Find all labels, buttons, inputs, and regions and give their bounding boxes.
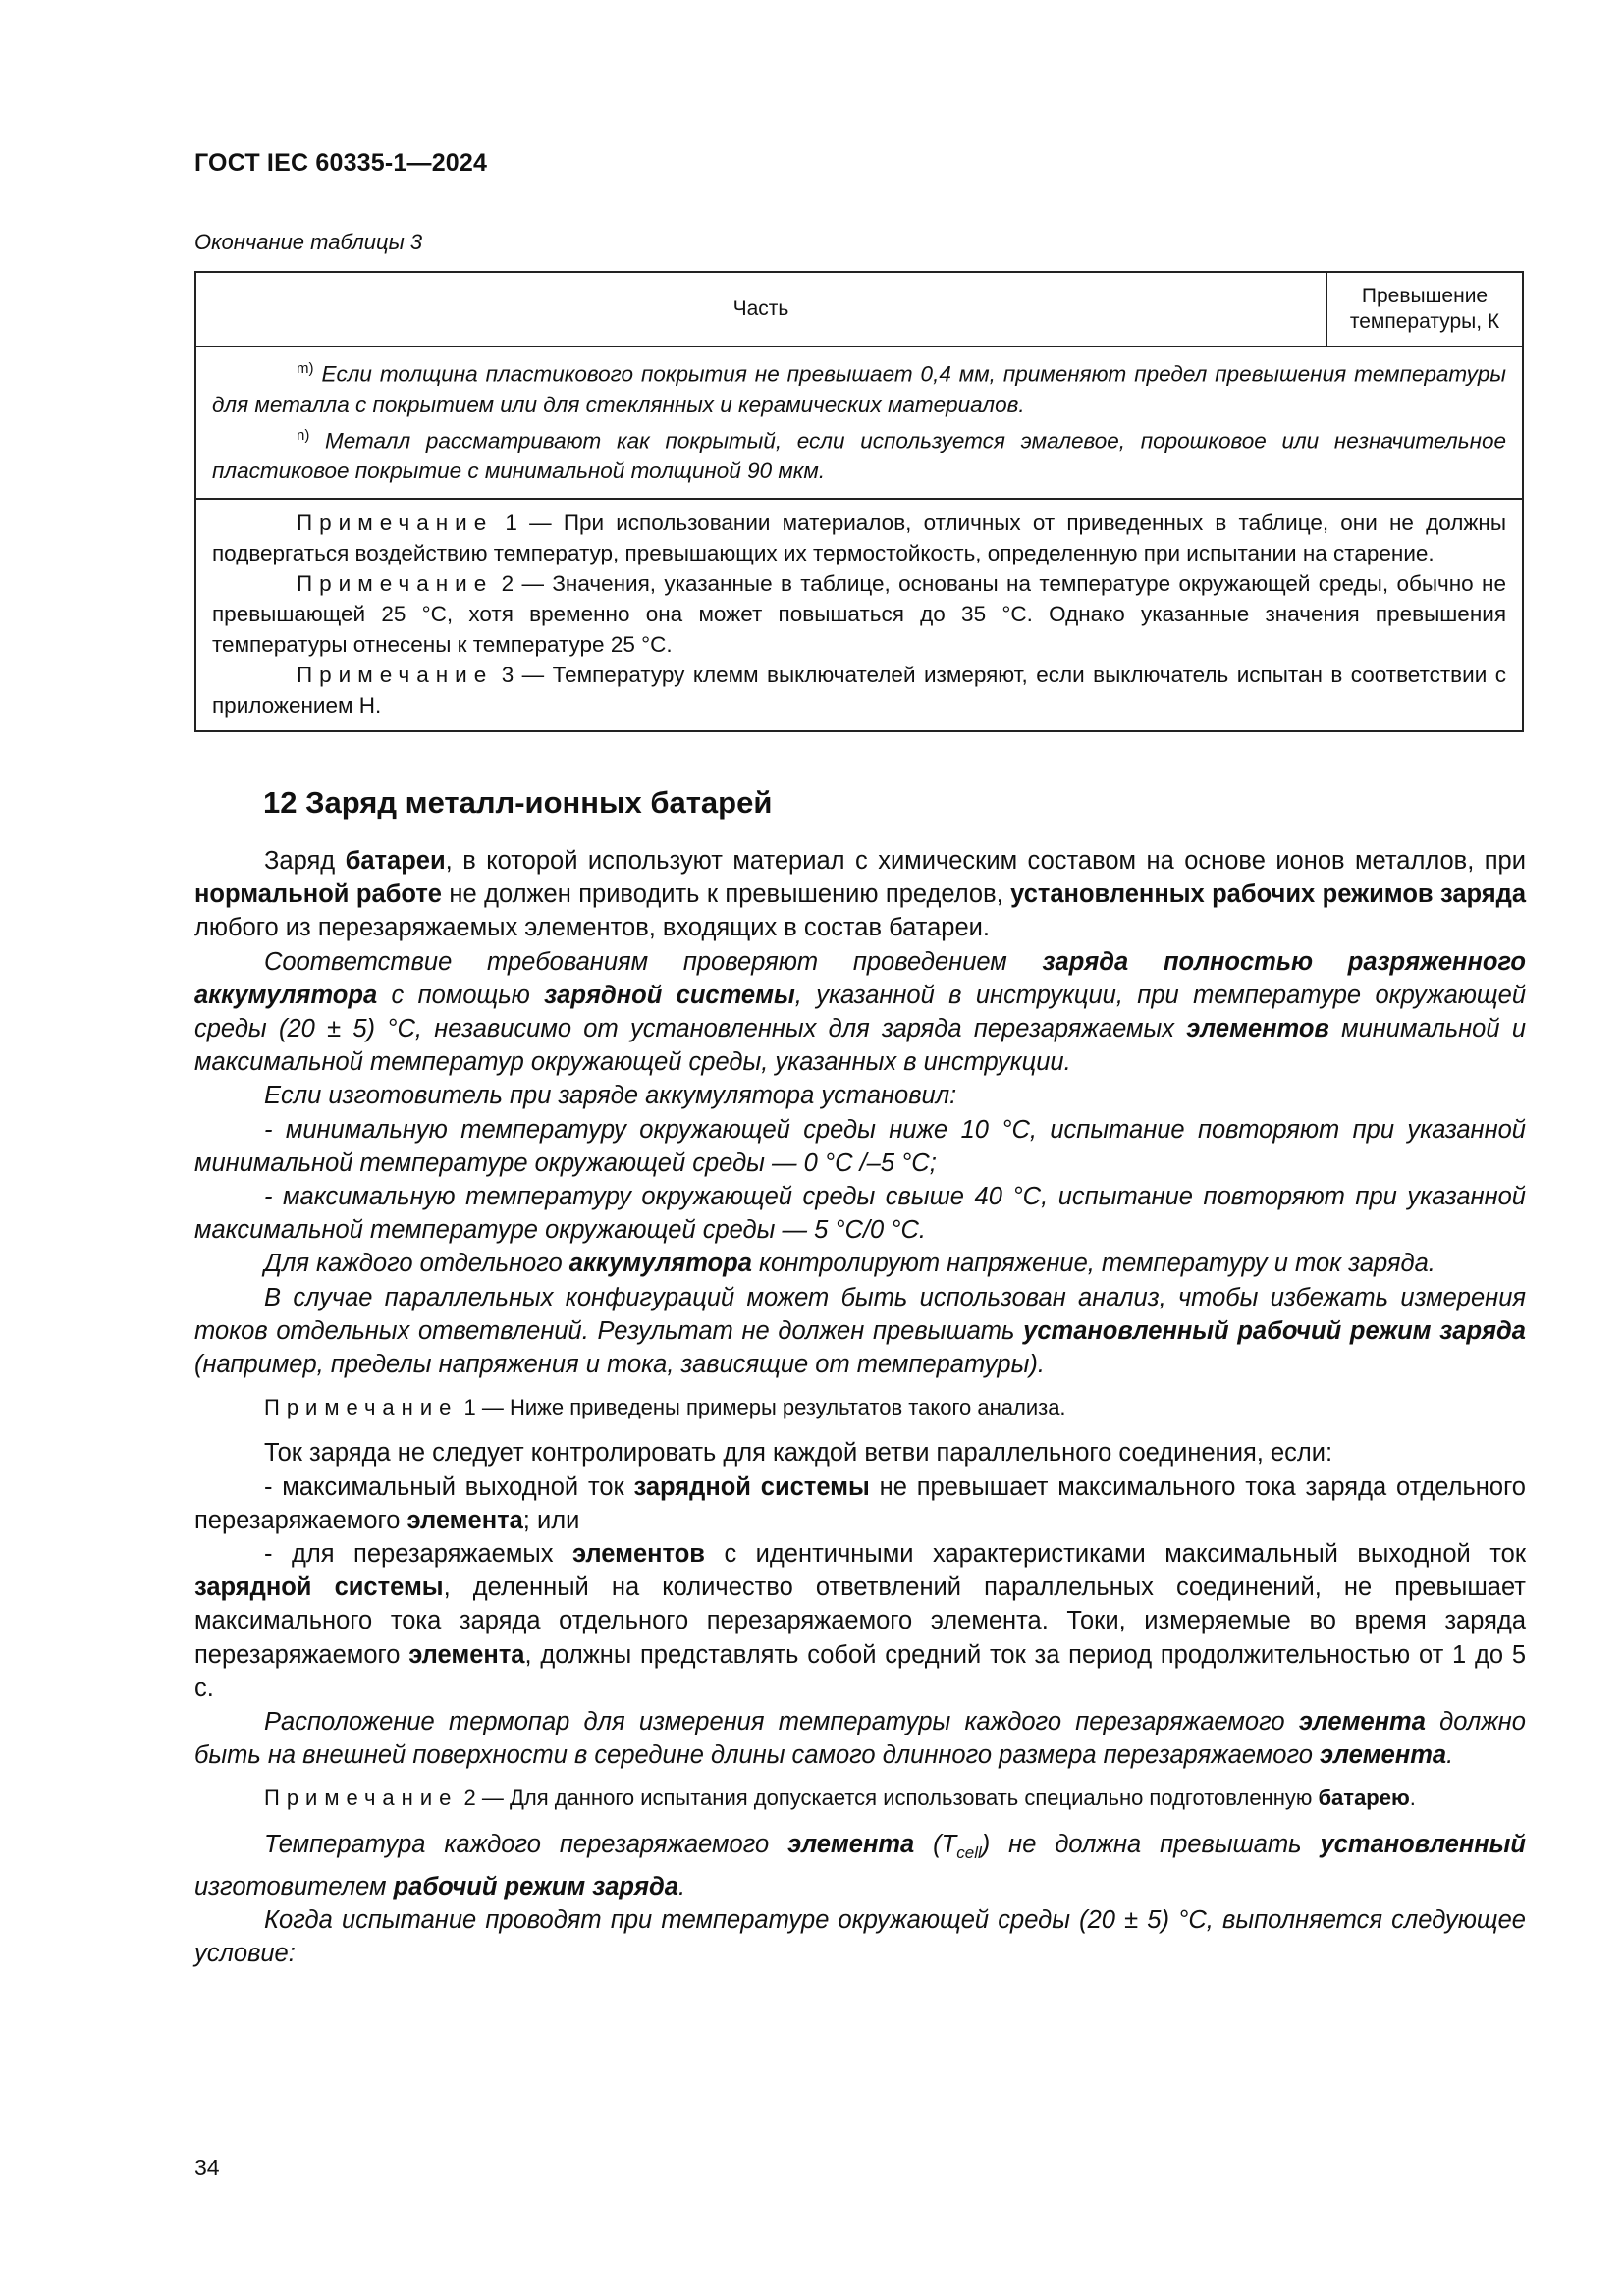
text-run: (например, пределы напряжения и тока, зависящие от температуры).: [194, 1351, 1045, 1379]
text-run: должно быть на внешней поверхности в середине длины самого длинного размера перезаряжаемого: [194, 1708, 1526, 1770]
text-run: ) не должна превышать: [981, 1830, 1321, 1858]
text-run: , деленный на количество ответвлений параллельных соединений, не превышает максимального тока заряда отдельного перезаряжаемого элемента. Токи, измеряемые во время заряда перезаряжаемого: [194, 1574, 1526, 1669]
table-footnotes-row: [195, 347, 1523, 499]
text-run: (T: [914, 1830, 957, 1858]
text-run: не превышает максимального тока заряда отдельного перезаряжаемого: [194, 1472, 1526, 1534]
term: батарею: [1318, 1786, 1410, 1811]
table-header-row: [195, 272, 1523, 347]
paragraph: Если изготовитель при заряде аккумулятора установил:: [264, 1082, 957, 1110]
section-body: [194, 844, 1526, 1971]
note-text: Значения, указанные в таблице, основаны на температуре окружающей среды, обычно не превышающей 25 °С, хотя временно она может повышаться до 35 °С. Однако указанные значения превышения температуры отнесены к температуре 25 °С.: [212, 571, 1506, 657]
paragraph: [194, 1705, 1526, 1772]
column-header-part: Часть: [195, 272, 1326, 347]
table-note-3: [212, 660, 1506, 721]
column-header-temperature-line2: температуры, К: [1349, 310, 1500, 333]
list-item: - минимальную температуру окружающей среды ниже 10 °С, испытание повторяют при указанной минимальной температуре окружающей среды — 0 °С /–5 °С;: [194, 1115, 1526, 1177]
term: элемента: [1320, 1741, 1447, 1770]
note-text: Для данного испытания допускается использовать специально подготовленную: [509, 1786, 1319, 1811]
text-run: Температура каждого перезаряжаемого: [264, 1830, 788, 1858]
term: установленных рабочих режимов заряда: [1010, 881, 1526, 909]
term: элементов: [1186, 1015, 1329, 1043]
text-run: , указанной в инструкции, при температуре окружающей среды (20 ± 5) °С, независимо от установленных для заряда перезаряжаемых: [194, 981, 1526, 1043]
note-word: Примечание: [264, 1786, 459, 1811]
note-text: Ниже приведены примеры результатов такого анализа.: [509, 1395, 1066, 1420]
note-word: Примечание: [297, 571, 494, 596]
paragraph: Ток заряда не следует контролировать для каждой ветви параллельного соединения, если:: [264, 1439, 1333, 1468]
text-run: Расположение термопар для измерения температуры каждого перезаряжаемого: [264, 1708, 1299, 1736]
paragraph: [194, 1281, 1526, 1382]
text-run: - максимальный выходной ток: [264, 1472, 634, 1501]
text-run: .: [1409, 1786, 1416, 1811]
text-run: минимальной и максимальной температур окружающей среды, указанных в инструкции.: [194, 1015, 1526, 1077]
table-caption: Окончание таблицы 3: [194, 230, 423, 254]
term: аккумулятора: [568, 1250, 752, 1278]
note-label: 2 —: [463, 1786, 504, 1811]
note-text: При использовании материалов, отличных от приведенных в таблице, они не должны подвергаться воздействию температур, превышающих их термостойкость, определенную при испытании на старение.: [212, 510, 1506, 565]
footnote-m-text: Если толщина пластикового покрытия не превышает 0,4 мм, применяют предел превышения температуры для металла с покрытием или для стеклянных и керамических материалов.: [212, 361, 1506, 417]
table-notes-row: [195, 499, 1523, 731]
column-header-temperature: [1326, 272, 1523, 347]
paragraph: [194, 844, 1526, 945]
paragraph: [194, 1247, 1526, 1280]
text-run: любого из перезаряжаемых элементов, входящих в состав батареи.: [194, 914, 990, 942]
paragraph: [194, 1828, 1526, 1904]
term: заряда полностью разряженного аккумулятора: [194, 947, 1526, 1009]
table-note-2: [212, 568, 1506, 660]
subscript: cell: [956, 1842, 982, 1862]
text-run: с идентичными характеристиками максимальный выходной ток: [704, 1540, 1526, 1569]
term: зарядной системы: [544, 981, 795, 1009]
table-footnotes: [195, 347, 1523, 499]
text-run: , в которой используют материал с химическим составом на основе ионов металлов, при: [445, 847, 1526, 875]
note-1: [194, 1391, 1526, 1424]
term: рабочий режим заряда: [393, 1872, 678, 1900]
term: элемента: [406, 1506, 523, 1534]
text-run: Для каждого отдельного: [264, 1250, 569, 1278]
note-label: 1 —: [463, 1395, 504, 1420]
text-run: не должен приводить к превышению пределов,: [442, 881, 1011, 909]
footnote-m: [212, 353, 1506, 420]
term: элемента: [408, 1640, 525, 1669]
text-run: ; или: [522, 1506, 580, 1534]
paragraph: [194, 945, 1526, 1080]
term: элемента: [1298, 1708, 1426, 1736]
text-run: .: [1446, 1741, 1454, 1770]
column-header-temperature-line1: Превышение: [1361, 285, 1489, 307]
footnote-n-text: Металл рассматривают как покрытый, если используется эмалевое, порошковое или незначительное пластиковое покрытие с минимальной толщиной 90 мкм.: [212, 428, 1506, 483]
text-run: Соответствие требованиям проверяют проведением: [264, 947, 1043, 976]
note-word: Примечание: [297, 663, 494, 687]
paragraph: Когда испытание проводят при температуре окружающей среды (20 ± 5) °С, выполняется следующее условие:: [194, 1906, 1526, 1968]
table-note-1: [212, 507, 1506, 568]
text-run: , должны представлять собой средний ток за период продолжительностью от 1 до 5 с.: [194, 1640, 1527, 1702]
note-label: 1 —: [505, 510, 552, 535]
list-item: - максимальную температуру окружающей среды свыше 40 °С, испытание повторяют при указанной максимальной температуре окружающей среды — 5 °С/0 °С.: [194, 1183, 1526, 1245]
note-2: [194, 1782, 1526, 1815]
text-run: - для перезаряжаемых: [264, 1540, 572, 1569]
table-notes: [195, 499, 1523, 731]
term: батареи: [345, 847, 446, 875]
list-item: [194, 1470, 1526, 1537]
page-number: 34: [194, 2155, 220, 2180]
term: установленный: [1320, 1830, 1527, 1858]
text-run: с помощью: [377, 981, 545, 1009]
footnote-n: [212, 420, 1506, 487]
note-text: Температуру клемм выключателей измеряют, если выключатель испытан в соответствии с приложением Н.: [212, 663, 1506, 718]
table-3-end: [194, 271, 1524, 732]
note-word: Примечание: [297, 510, 494, 535]
section-title: 12 Заряд металл-ионных батарей: [263, 785, 773, 820]
term: элемента: [787, 1830, 915, 1858]
term: нормальной работе: [194, 881, 442, 909]
note-label: 3 —: [501, 663, 545, 687]
term: установленный рабочий режим заряда: [1023, 1316, 1526, 1345]
term: элементов: [571, 1540, 705, 1569]
footnote-n-mark: n): [297, 426, 310, 444]
text-run: .: [677, 1872, 686, 1900]
text-run: В случае параллельных конфигураций может быть использован анализ, чтобы избежать измерения токов отдельных ответвлений. Результат не должен превышать: [194, 1283, 1526, 1345]
document-header: ГОСТ IEC 60335-1—2024: [194, 149, 488, 177]
text-run: Заряд: [264, 847, 346, 875]
text-run: контролируют напряжение, температуру и ток заряда.: [751, 1250, 1435, 1278]
text-run: изготовителем: [194, 1872, 394, 1900]
footnote-m-mark: m): [297, 360, 314, 377]
list-item: [194, 1537, 1526, 1705]
term: зарядной системы: [194, 1574, 444, 1602]
note-word: Примечание: [264, 1395, 459, 1420]
term: зарядной системы: [633, 1472, 870, 1501]
note-label: 2 —: [501, 571, 544, 596]
